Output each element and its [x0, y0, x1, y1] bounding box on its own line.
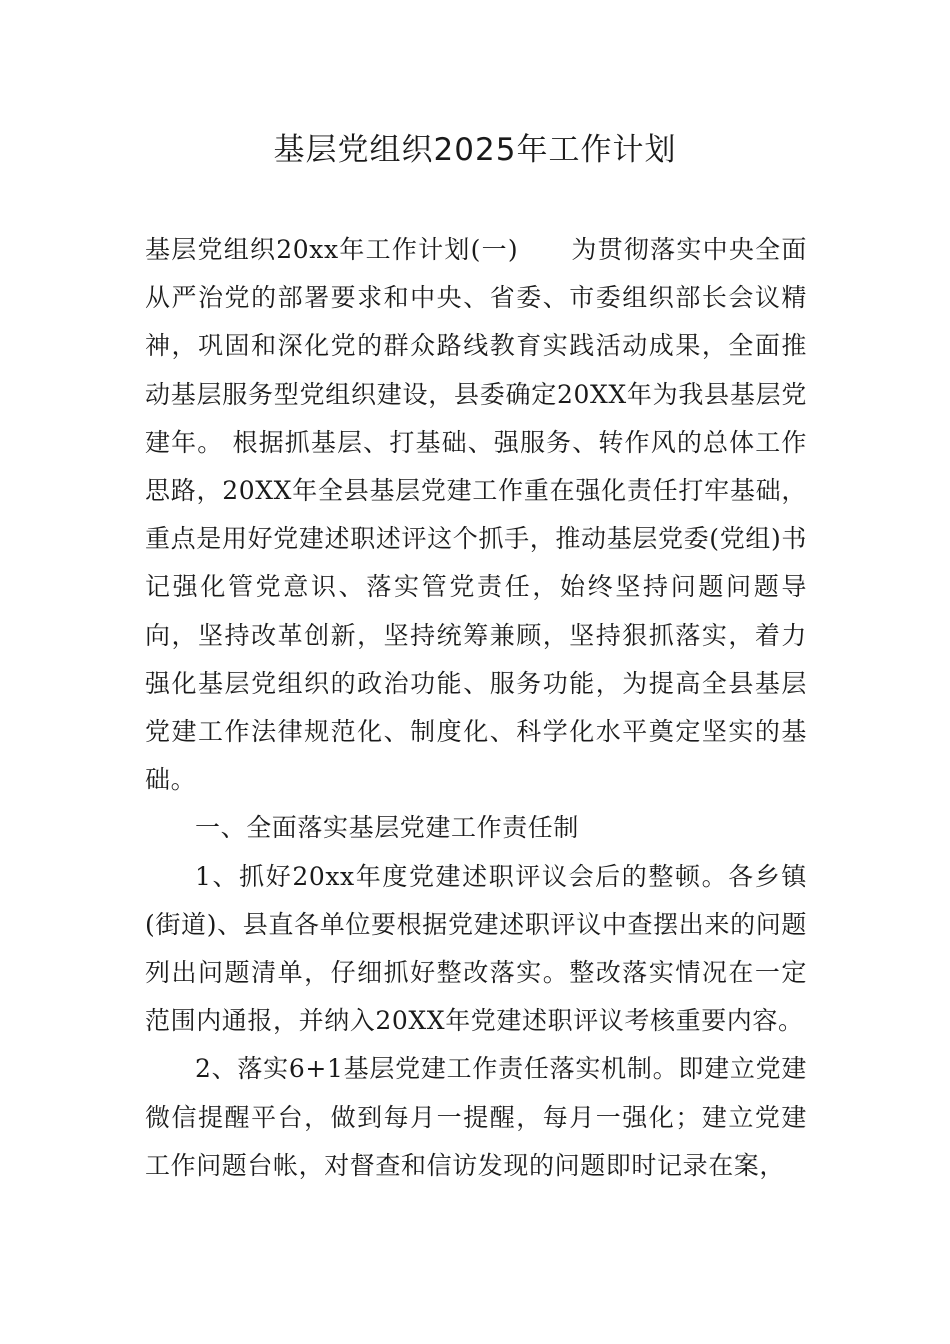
section-heading-1: 一、全面落实基层党建工作责任制	[195, 813, 580, 843]
document-title: 基层党组织2025年工作计划	[273, 132, 677, 168]
document-body	[145, 226, 807, 1190]
paragraph-intro: 基层党组织20xx年工作计划(一) 为贯彻落实中央全面从严治党的部署要求和中央、省委、市委组织部长会议精神，巩固和深化党的群众路线教育实践活动成果，全面推动基层服务型党组织建设，县委确定20XX年为我县基层党建年。 根据抓基层、打基础、强服务、转作风的总体工作思路，20XX年全县基层党建工作重在强化责任打牢基础，重点是用好党建述职述评这个抓手，推动基层党委(党组)书记强化管党意识、落实管党责任，始终坚持问题问题导向，坚持改革创新，坚持统筹兼顾，坚持狠抓落实，着力强化基层党组织的政治功能、服务功能，为提高全县基层党建工作法律规范化、制度化、科学化水平奠定坚实的基础。	[145, 235, 807, 795]
paragraph-item-2: 2、落实6+1基层党建工作责任落实机制。即建立党建微信提醒平台，做到每月一提醒，每月一强化；建立党建工作问题台帐，对督查和信访发现的问题即时记录在案，	[145, 1054, 807, 1180]
paragraph-item-1: 1、抓好20xx年度党建述职评议会后的整顿。各乡镇(街道)、县直各单位要根据党建述职评议中查摆出来的问题列出问题清单，仔细抓好整改落实。整改落实情况在一定范围内通报，并纳入20XX年党建述职评议考核重要内容。	[145, 861, 807, 1036]
